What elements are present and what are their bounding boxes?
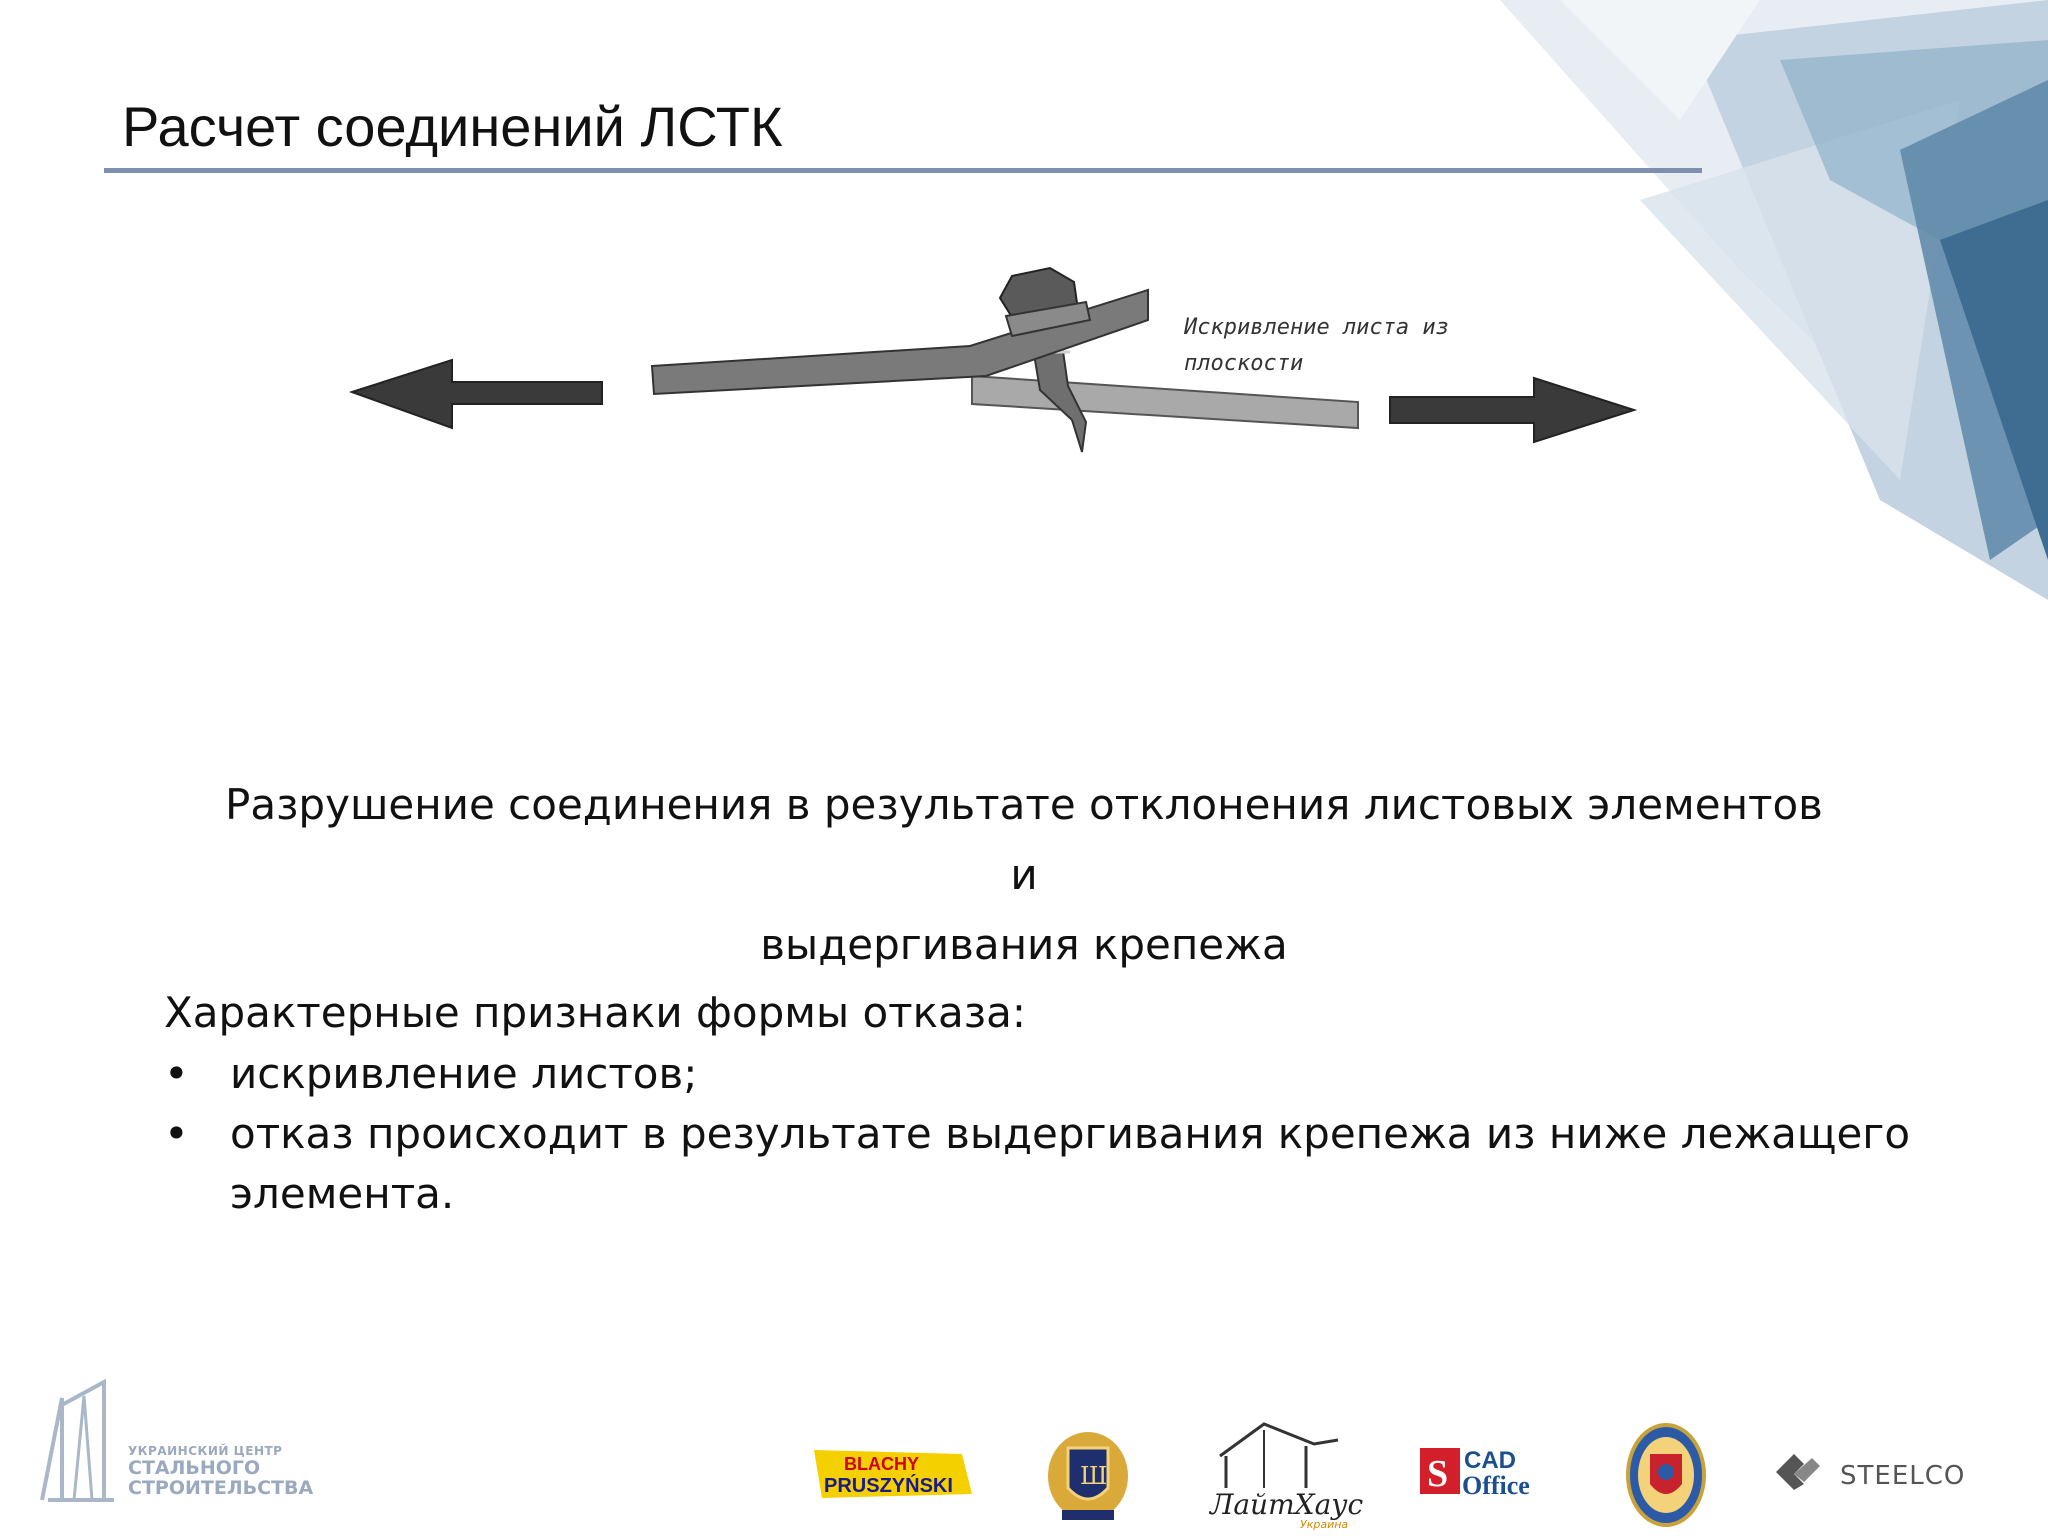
- list-item-text: искривление листов;: [230, 1049, 698, 1098]
- ucss-logo: [34, 1376, 314, 1512]
- ucss-line-1: УКРАИНСКИЙ ЦЕНТР: [128, 1444, 283, 1458]
- steelco-mark-icon: [1776, 1454, 1820, 1490]
- caption-line-1: Разрушение соединения в результате отклонения листовых элементов и: [225, 780, 1823, 899]
- office-text: Office: [1462, 1471, 1530, 1500]
- ucss-line-3: СТРОИТЕЛЬСТВА: [128, 1477, 314, 1499]
- caption-line-2: выдергивания крепежа: [760, 920, 1288, 969]
- cad-text: CAD: [1464, 1447, 1516, 1474]
- blachy-bottom-text: PRUSZYŃSKI: [824, 1475, 953, 1497]
- ucss-building-icon: [34, 1376, 124, 1506]
- ucss-line-2: СТАЛЬНОГО: [128, 1457, 261, 1479]
- annotation-line-1: Искривление листа из: [1184, 315, 1449, 340]
- annotation-line-2: плоскости: [1184, 351, 1304, 376]
- blachy-pruszynski-logo: [810, 1440, 976, 1510]
- university-crest-icon: [1040, 1418, 1136, 1528]
- list-item-text: отказ происходит в результате выдергивания крепежа из ниже лежащего: [230, 1109, 1911, 1158]
- steelco-logo: [1772, 1450, 1966, 1494]
- failure-features: [164, 982, 1944, 1224]
- list-item: [164, 1104, 1944, 1224]
- steelco-text: STEELCO: [1840, 1461, 1966, 1491]
- laithaus-text: ЛайтХаус: [1210, 1488, 1364, 1521]
- features-list: [164, 1044, 1944, 1224]
- right-force-arrow: [1390, 378, 1634, 442]
- bullet: •: [164, 1109, 189, 1158]
- cadoffice-logo: [1418, 1444, 1554, 1500]
- features-heading: Характерные признаки формы отказа:: [164, 988, 1026, 1037]
- svg-text:S: S: [1427, 1453, 1449, 1495]
- left-force-arrow: [352, 360, 602, 428]
- lower-sheet: [972, 376, 1358, 428]
- svg-text:Ш: Ш: [1080, 1462, 1108, 1490]
- list-item-text-continuation: элемента.: [230, 1169, 455, 1218]
- regional-emblem-icon: [1624, 1420, 1708, 1530]
- bullet: •: [164, 1049, 189, 1098]
- blachy-top-text: BLACHY: [844, 1454, 919, 1474]
- list-item: [164, 1044, 1944, 1104]
- laithaus-sub-text: Украина: [1300, 1518, 1349, 1531]
- house-logo-icon: [1206, 1410, 1364, 1532]
- page-title: Расчет соединений ЛСТК: [122, 95, 783, 158]
- connection-failure-diagram: [0, 0, 2048, 600]
- diagram-caption: [210, 770, 1838, 980]
